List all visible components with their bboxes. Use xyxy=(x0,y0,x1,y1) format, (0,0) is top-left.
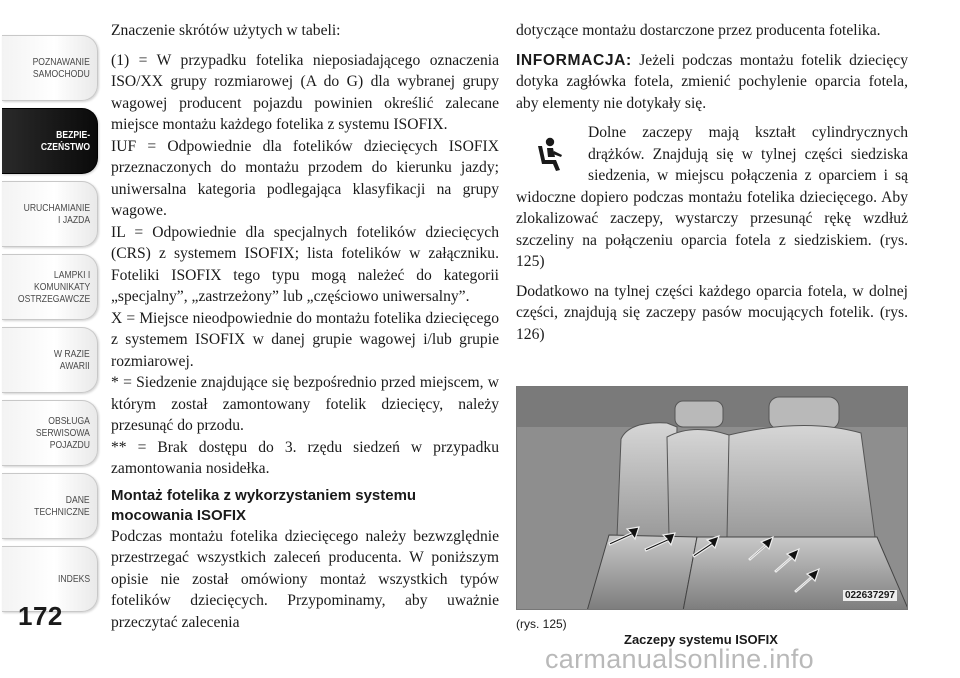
isofix-intro: Podczas montażu fotelika dziecięcego należy bezwzględnie przestrzegać wszystkich zaleceń producenta. W poniższym opisie nie został omówiony montaż wszystkich typów fotelików dziecięcych. Przypominamy, aby uważnie przeczytać zalecenia xyxy=(111,527,499,631)
abbrev-star: * = Siedzenie znajdujące się bezpośrednio przed miejscem, w którym został zamontowany fotelik dziecięcy, należy przesunąć do przodu. xyxy=(111,374,499,434)
tab-label: INDEKS xyxy=(57,573,90,585)
isofix-figure xyxy=(516,386,908,610)
anchor-text: Dolne zaczepy mają kształt cylindrycznych drążków. Znajdują się w tylnej części siedziska siedzenia, w miejscu połączenia z oparciem i są widoczne dopiero podczas montażu fotelika dziecięcego. Aby zlokalizować zaczepy, wystarczy przesunąć rękę wzdłuż szczeliny na połączeniu oparcia fotela z siedziskiem. (rys. 125) xyxy=(516,124,908,270)
info-note xyxy=(516,50,908,115)
tab-uruchamianie-i-jazda[interactable] xyxy=(2,181,98,247)
figure-code: 022637297 xyxy=(844,590,895,601)
tab-w-razie-awarii[interactable] xyxy=(2,327,98,393)
seat-illustration xyxy=(517,387,908,610)
figure-caption: Zaczepy systemu ISOFIX xyxy=(624,632,778,647)
child-seat-icon xyxy=(516,124,582,186)
tab-label: LAMPKI I KOMUNIKATY OSTRZEGAWCZE xyxy=(17,269,90,305)
page-number: 172 xyxy=(18,601,63,631)
abbrev-1: (1) = W przypadku fotelika nieposiadającego oznaczenia ISO/XX grupy rozmiarowej (A do G) dla wybranej grupy wagowej producent pojazdu powinien określić zalecane miejsce montażu każdego fotelika z systemu ISOFIX. xyxy=(111,51,499,133)
tab-label: BEZPIE- CZEŃSTWO xyxy=(40,129,90,153)
tab-label: POZNAWANIE SAMOCHODU xyxy=(32,56,90,80)
tab-obsluga-serwisowa[interactable] xyxy=(2,400,98,466)
abbrev-double-star: ** = Brak dostępu do 3. rzędu siedzeń w przypadku zamontowania nosidełka. xyxy=(111,438,499,477)
info-label: INFORMACJA: xyxy=(516,51,632,69)
tab-poznawanie-samochodu[interactable] xyxy=(2,35,98,101)
tab-label: OBSŁUGA SERWISOWA POJAZDU xyxy=(35,415,90,451)
tab-label: URUCHAMIANIE I JAZDA xyxy=(23,202,90,226)
section-heading: Montaż fotelika z wykorzystaniem systemu mocowania ISOFIX xyxy=(111,486,417,524)
left-column xyxy=(111,20,499,633)
tab-lampki-i-komunikaty[interactable] xyxy=(2,254,98,320)
anchor-description xyxy=(516,122,908,273)
right-column xyxy=(516,20,908,345)
tether-paragraph: Dodatkowo na tylnej części każdego oparcia fotela, w dolnej części, znajdują się zaczepy pasów mocujących fotelik. (rys. 126) xyxy=(516,282,908,343)
tab-bezpieczenstwo[interactable] xyxy=(2,108,98,174)
continued-paragraph: dotyczące montażu dostarczone przez producenta fotelika. xyxy=(516,22,881,39)
tab-dane-techniczne[interactable] xyxy=(2,473,98,539)
figure-reference: (rys. 125) xyxy=(516,617,567,631)
info-text: Jeżeli podczas montażu fotelik dziecięcy dotyka zagłówka fotela, zmienić pochylenie oparcia fotela, aby elementy nie dotykały się. xyxy=(516,51,908,112)
abbrev-intro: Znaczenie skrótów użytych w tabeli: xyxy=(111,22,341,39)
abbrev-iuf: IUF = Odpowiednie dla fotelików dziecięcych ISOFIX przeznaczonych do montażu przodem do kierunku jazdy; uniwersalna kategoria podlegająca klasyfikacji na grupy wagowe. xyxy=(111,137,499,219)
watermark: carmanualsonline.info xyxy=(545,644,814,674)
chapter-tabs xyxy=(0,0,102,610)
abbrev-il: IL = Odpowiednie dla specjalnych fotelików dziecięcych (CRS) z systemem ISOFIX; lista fotelików w załączniku. Foteliki ISOFIX tego typu mogą należeć do kategorii „specjalny”, „zastrzeżony” lub „częściowo uniwersalny”. xyxy=(111,223,499,305)
abbrev-x: X = Miejsce nieodpowiednie do montażu fotelika dziecięcego z systemem ISOFIX w danej grupie wagowej i/lub grupie rozmiarowej. xyxy=(111,309,499,370)
tab-label: W RAZIE AWARII xyxy=(54,348,90,372)
tab-label: DANE TECHNICZNE xyxy=(34,494,90,518)
